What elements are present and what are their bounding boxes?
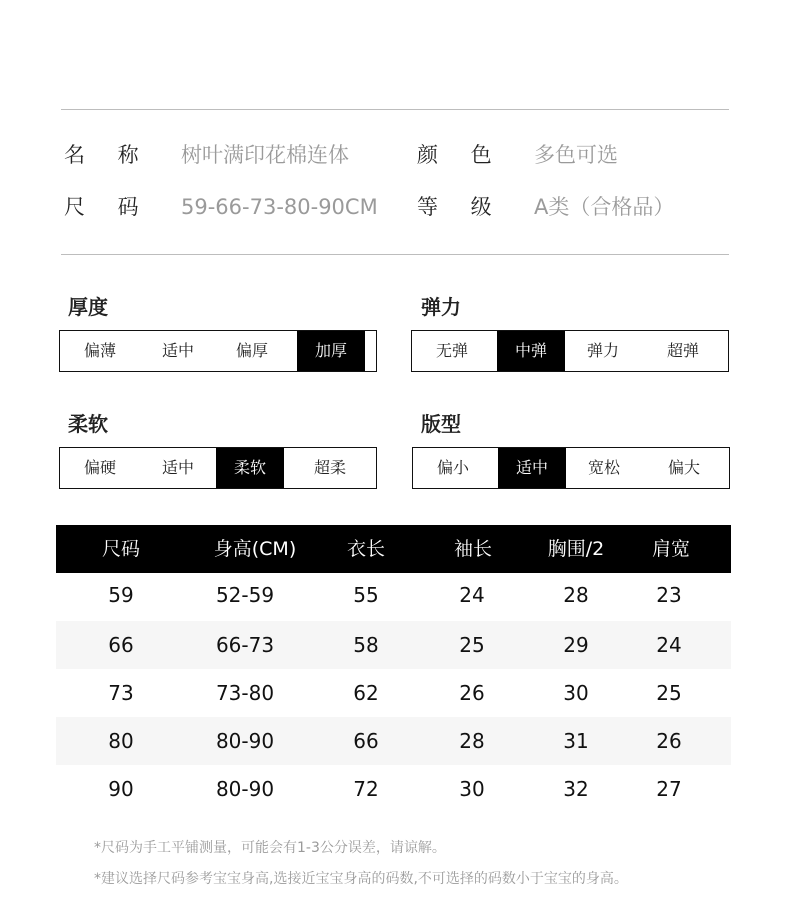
attr-option: 无弹 xyxy=(435,341,468,360)
table-row xyxy=(56,765,731,813)
size-advice-note: *建议选择尺码参考宝宝身高,选接近宝宝身高的码数,不可选择的码数小于宝宝的身高。 xyxy=(94,871,628,887)
cell-shoulder: 27 xyxy=(656,777,682,801)
cell-chest: 31 xyxy=(563,729,589,753)
header-chest: 胸围/2 xyxy=(547,538,605,560)
cell-chest: 30 xyxy=(563,681,589,705)
attr-scale-softness xyxy=(59,447,377,489)
table-row xyxy=(56,669,731,717)
size-value: 59-66-73-80-90CM xyxy=(181,195,378,219)
color-value: 多色可选 xyxy=(534,143,618,167)
name-value: 树叶满印花棉连体 xyxy=(181,143,349,167)
cell-height: 73-80 xyxy=(215,681,275,705)
table-row xyxy=(56,717,731,765)
attr-option-selected: 中弹 xyxy=(497,331,565,371)
header-shoulder: 肩宽 xyxy=(651,538,690,560)
cell-length: 58 xyxy=(353,633,379,657)
cell-sleeve: 30 xyxy=(459,777,485,801)
attr-option: 超弹 xyxy=(666,341,699,360)
attr-option: 偏厚 xyxy=(235,341,268,360)
cell-shoulder: 24 xyxy=(656,633,682,657)
cell-height: 80-90 xyxy=(215,729,275,753)
attr-title-thickness: 厚度 xyxy=(68,295,108,319)
header-height: 身高(CM) xyxy=(213,538,297,560)
middle-divider xyxy=(61,254,729,255)
attr-title-elasticity: 弹力 xyxy=(421,295,461,319)
color-label: 颜 色 xyxy=(417,143,492,167)
cell-size: 80 xyxy=(108,729,134,753)
cell-size: 66 xyxy=(108,633,134,657)
measurement-note: *尺码为手工平铺测量，可能会有1-3公分误差，请谅解。 xyxy=(94,840,446,856)
cell-length: 66 xyxy=(353,729,379,753)
cell-size: 59 xyxy=(108,583,134,607)
cell-shoulder: 23 xyxy=(656,583,682,607)
cell-shoulder: 26 xyxy=(656,729,682,753)
attr-option: 偏薄 xyxy=(83,341,116,360)
size-table-header xyxy=(56,525,731,573)
cell-sleeve: 25 xyxy=(459,633,485,657)
attr-option: 偏大 xyxy=(667,458,700,477)
cell-chest: 28 xyxy=(563,583,589,607)
cell-height: 66-73 xyxy=(215,633,275,657)
header-length: 衣长 xyxy=(346,538,385,560)
cell-height: 52-59 xyxy=(215,583,275,607)
attr-title-softness: 柔软 xyxy=(68,412,108,436)
cell-sleeve: 26 xyxy=(459,681,485,705)
cell-chest: 32 xyxy=(563,777,589,801)
attr-option-selected: 加厚 xyxy=(297,331,365,371)
cell-chest: 29 xyxy=(563,633,589,657)
size-label: 尺 码 xyxy=(64,195,139,219)
cell-length: 62 xyxy=(353,681,379,705)
header-size: 尺码 xyxy=(101,538,140,560)
attr-option: 适中 xyxy=(161,341,194,360)
grade-label: 等 级 xyxy=(417,195,492,219)
attr-option-selected: 柔软 xyxy=(216,448,284,488)
cell-size: 90 xyxy=(108,777,134,801)
attr-option: 弹力 xyxy=(586,341,619,360)
attr-scale-thickness xyxy=(59,330,377,372)
table-row xyxy=(56,571,731,619)
cell-length: 72 xyxy=(353,777,379,801)
grade-value: A类（合格品） xyxy=(534,195,675,219)
attr-scale-elasticity xyxy=(411,330,729,372)
name-label: 名 称 xyxy=(64,143,139,167)
top-divider xyxy=(61,109,729,110)
attr-option: 超柔 xyxy=(313,458,346,477)
attr-option: 适中 xyxy=(161,458,194,477)
attr-scale-fit xyxy=(412,447,730,489)
cell-sleeve: 28 xyxy=(459,729,485,753)
cell-length: 55 xyxy=(353,583,379,607)
attr-option: 偏小 xyxy=(436,458,469,477)
attr-title-fit: 版型 xyxy=(421,412,461,436)
cell-height: 80-90 xyxy=(215,777,275,801)
attr-option-selected: 适中 xyxy=(498,448,566,488)
table-row xyxy=(56,621,731,669)
attr-option: 偏硬 xyxy=(83,458,116,477)
cell-sleeve: 24 xyxy=(459,583,485,607)
cell-shoulder: 25 xyxy=(656,681,682,705)
header-sleeve: 袖长 xyxy=(453,538,492,560)
cell-size: 73 xyxy=(108,681,134,705)
attr-option: 宽松 xyxy=(587,458,620,477)
